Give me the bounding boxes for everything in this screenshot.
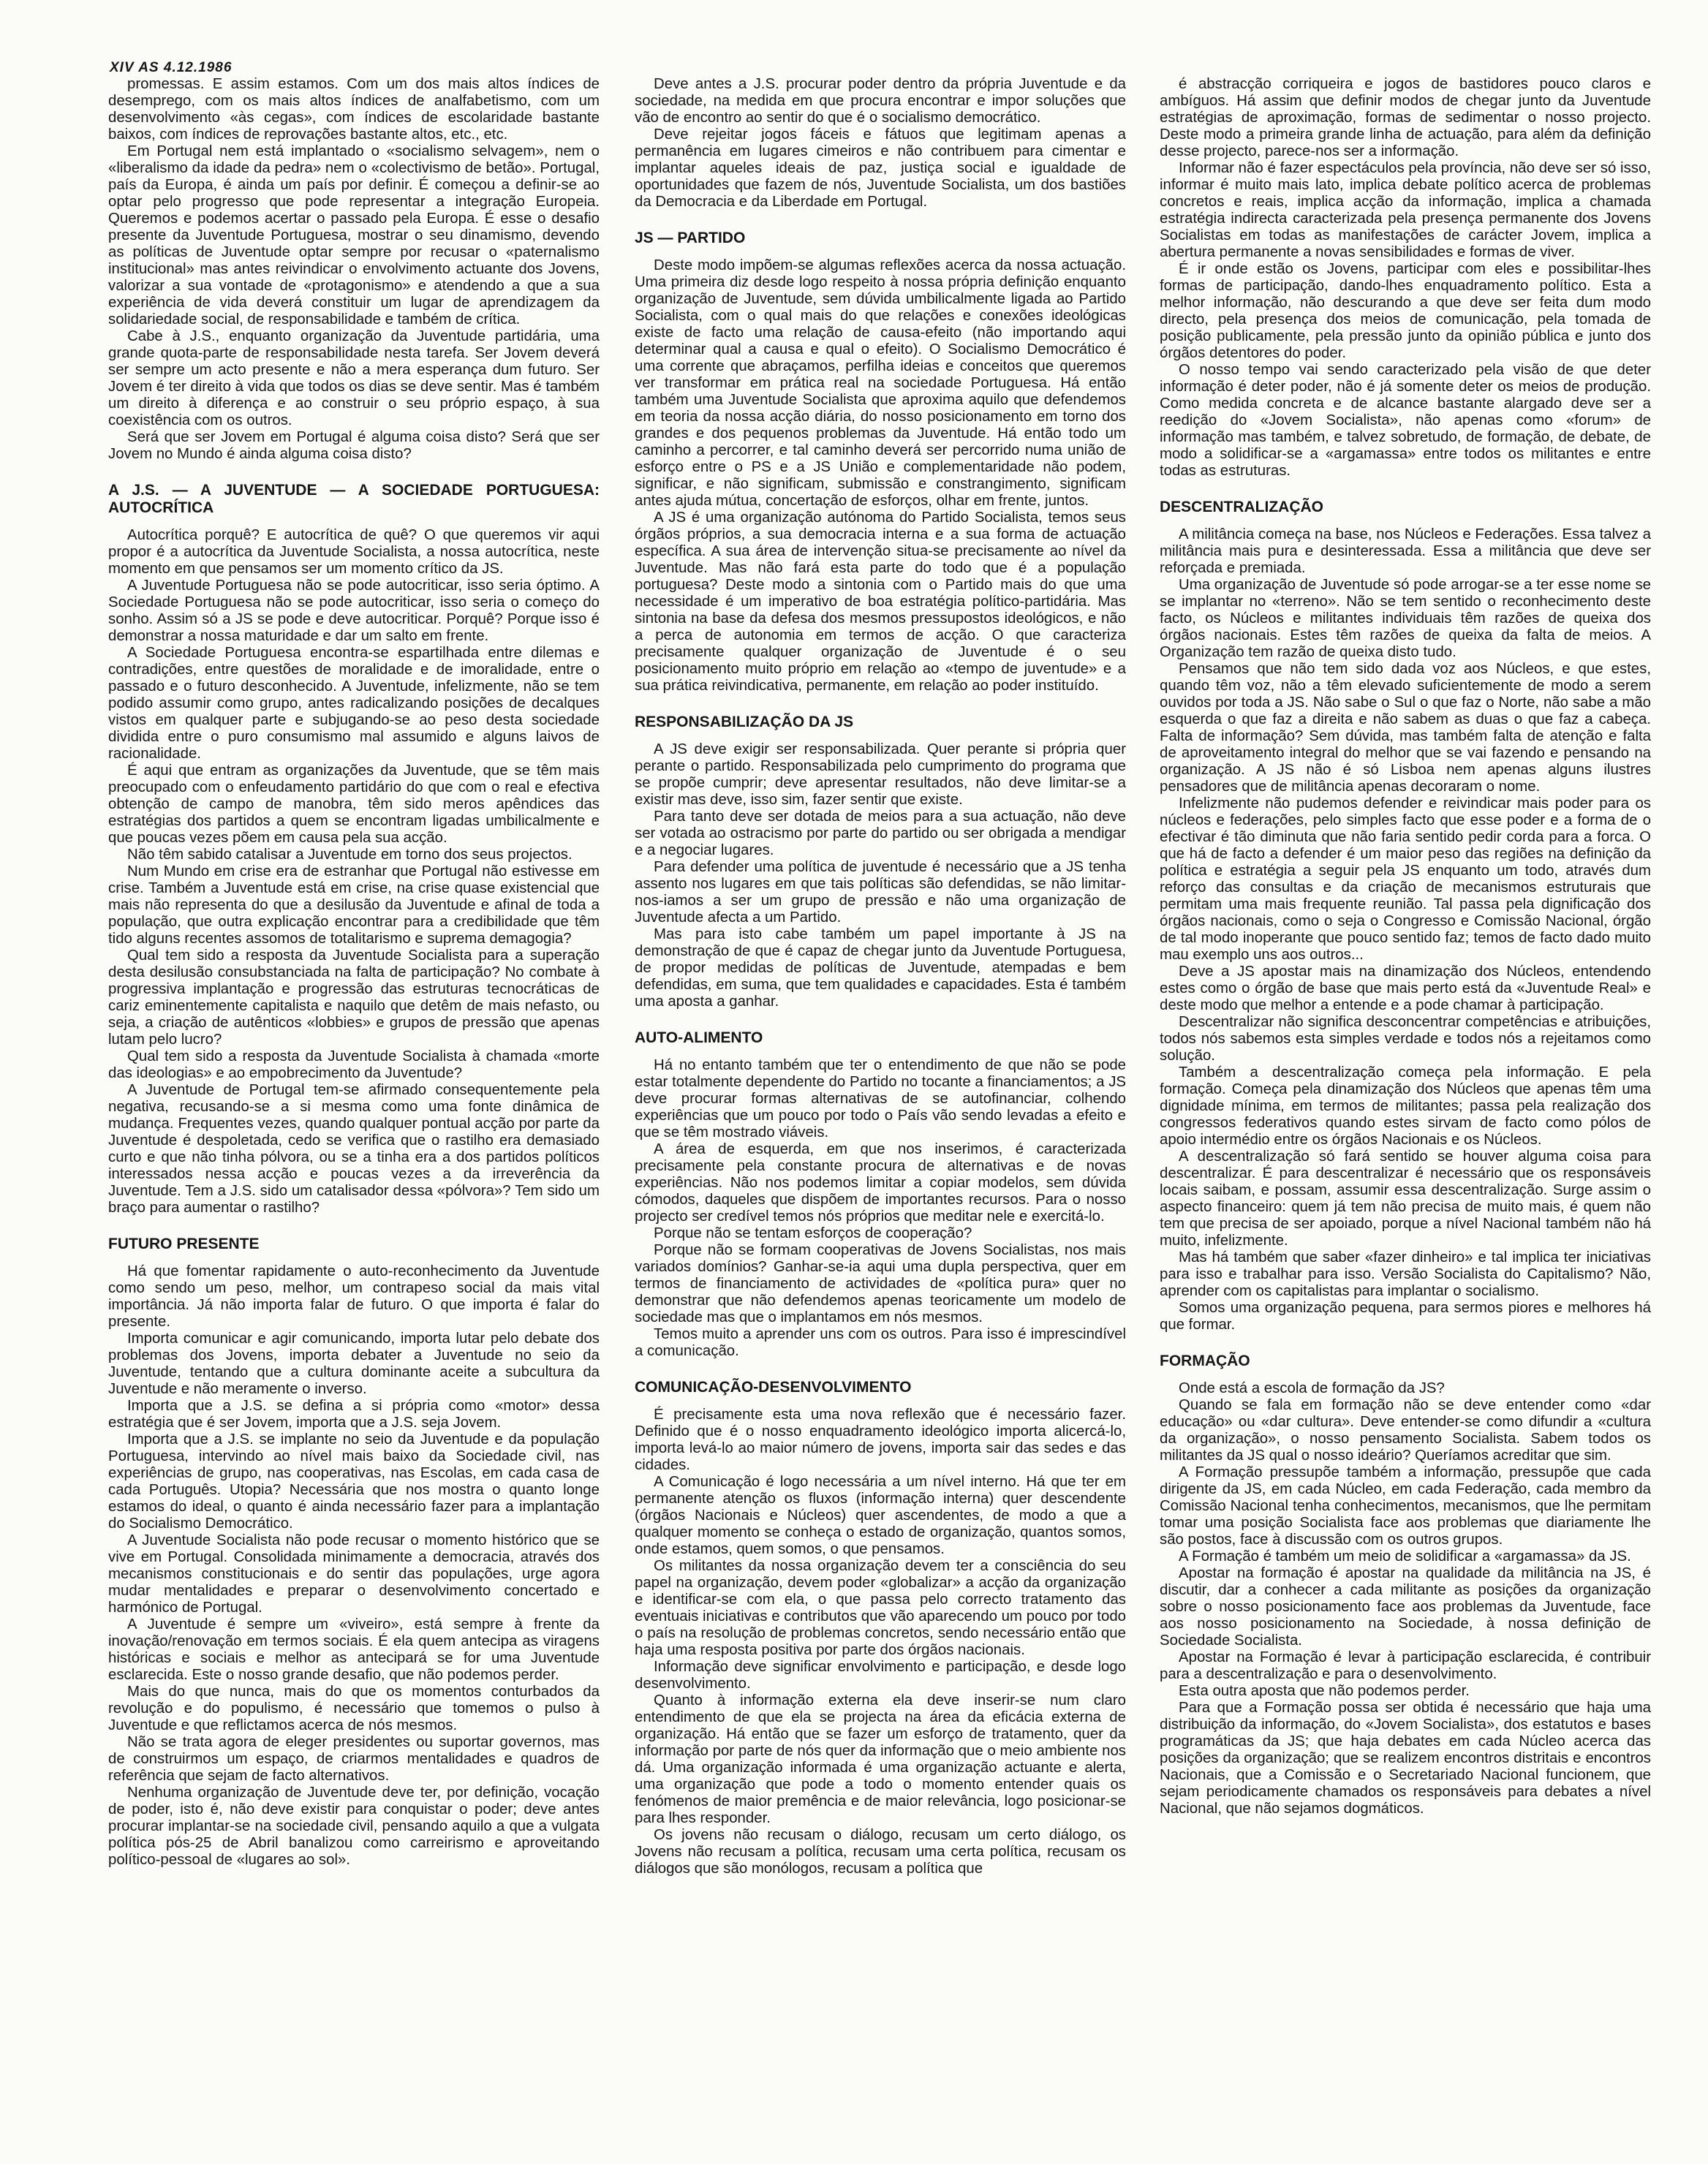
body-paragraph: Cabe à J.S., enquanto organização da Juventude partidária, uma grande quota-parte de responsabilidade nesta tarefa. Ser Jovem deverá ser sempre um acto presente e não a mera esperança dum futuro. Ser Jovem é ter direito à vida que todos os dias se deve sentir. Mas é também um direito à diferença e ao construir o seu próprio espaço, à sua coexistência com os outros. — [108, 328, 600, 428]
body-paragraph: A Juventude é sempre um «viveiro», está sempre à frente da inovação/renovação em termos sociais. É ela quem antecipa as viragens históricas e sociais e melhor as antecipará se for uma Juventude esclarecida. Este o nosso grande desafio, que não podemos perder. — [108, 1616, 600, 1683]
body-paragraph: A Juventude Socialista não pode recusar o momento histórico que se vive em Portugal. Consolidada minimamente a democracia, através dos mecanismos constitucionais e do sentir das populações, urge agora mudar mentalidades e preparar o desenvolvimento concertado e harmónico de Portugal. — [108, 1532, 600, 1616]
body-paragraph: A Juventude Portuguesa não se pode autocriticar, isso seria óptimo. A Sociedade Portuguesa não se pode autocriticar, isso seria o começo do sonho. Assim só a JS se pode e deve autocriticar. Porquê? Porque isso é demonstrar a nossa maturidade e dar um salto em frente. — [108, 578, 600, 644]
section-heading: DESCENTRALIZAÇÃO — [1160, 499, 1323, 515]
body-paragraph: Qual tem sido a resposta da Juventude Socialista à chamada «morte das ideologias» e ao empobrecimento da Juventude? — [108, 1048, 600, 1081]
body-paragraph: A Juventude de Portugal tem-se afirmado consequentemente pela negativa, recusando-se a si mesma como uma fonte dinâmica de mudança. Frequentes vezes, quando qualquer pontual acção por parte da Juventude é despoletada, cedo se verifica que o rastilho era demasiado curto e que não tinha pólvora, ou se a tinha era a dos partidos políticos interessados nessa acção e poucas vezes a da irreverência da Juventude. Tem a J.S. sido um catalisador dessa «pólvora»? Tem sido um braço para aumentar o rastilho? — [108, 1082, 600, 1216]
body-paragraph: Temos muito a aprender uns com os outros. Para isso é imprescindível a comunicação. — [635, 1326, 1126, 1359]
body-paragraph: Há que fomentar rapidamente o auto-reconhecimento da Juventude como sendo um peso, melhor, um contrapeso social da mais vital importância. Já não importa falar de futuro. O que importa é falar do presente. — [108, 1263, 600, 1330]
body-paragraph: Mas há também que saber «fazer dinheiro» e tal implica ter iniciativas para isso e trabalhar para isso. Versão Socialista do Capitalismo? Não, aprender com os capitalistas para implantar o socialismo. — [1160, 1249, 1651, 1299]
body-paragraph: A área de esquerda, em que nos inserimos, é caracterizada precisamente pela constante procura de alternativas e de novas experiências. Não nos podemos limitar a copiar modelos, sem dúvida cómodos, daqueles que dispõem de importantes recursos. Para o nosso projecto ser credível temos nós próprios que meditar nele e exercitá-lo. — [635, 1141, 1126, 1225]
body-paragraph: Importa comunicar e agir comunicando, importa lutar pelo debate dos problemas dos Jovens, importa debater a Juventude no seio da Juventude, tentando que a cultura dominante aceite a subcultura da Juventude e não meramente o inverso. — [108, 1331, 600, 1397]
body-paragraph: Infelizmente não pudemos defender e reivindicar mais poder para os núcleos e federações, pelo simples facto que esse poder e a forma de o efectivar é tão diminuta que não faria sentido pedir corda para a forca. O que há de facto a defender é um maior peso das regiões na definição da política e estratégia a seguir pela JS enquanto um todo, através dum reforço das consultas e da criação de mecanismos estruturais que permitam uma mais frequente reunião. Tal passa pela dignificação dos órgãos nacionais, como o seja o Congresso e Comissão Nacional, órgão de tal modo inoperante que pouco sentido faz; temos de facto dado muito mau exemplo uns aos outros... — [1160, 795, 1651, 963]
body-paragraph: Não se trata agora de eleger presidentes ou suportar governos, mas de construirmos um espaço, de criarmos mentalidades e quadros de referência que sejam de facto alternativos. — [108, 1734, 600, 1784]
body-paragraph: Mas para isto cabe também um papel importante à JS na demonstração de que é capaz de chegar junto da Juventude Portuguesa, de propor medidas de políticas de Juventude, atempadas e bem defendidas, em suma, que tem qualidades e capacidades. Esta é também uma aposta a ganhar. — [635, 926, 1126, 1010]
body-paragraph: Importa que a J.S. se defina a si própria como «motor» dessa estratégia que é ser Jovem, importa que a J.S. seja Jovem. — [108, 1398, 600, 1431]
section-heading: AUTO-ALIMENTO — [635, 1029, 763, 1046]
page-dateline: XIV AS 4.12.1986 — [110, 60, 233, 75]
body-paragraph: A descentralização só fará sentido se houver alguma coisa para descentralizar. É para descentralizar é necessário que os responsáveis locais saibam, e possam, assumir essa descentralização. Surge assim o aspecto financeiro: quem já tem não precisa de muito mais, é quem não tem que precisa de ser apoiado, porque a nível Nacional também não há muito, infelizmente. — [1160, 1149, 1651, 1249]
body-paragraph: Porque não se tentam esforços de cooperação? — [654, 1225, 972, 1241]
body-paragraph: Onde está a escola de formação da JS? — [1179, 1380, 1445, 1396]
article-column-3 — [1160, 76, 1651, 1817]
body-paragraph: É aqui que entram as organizações da Juventude, que se têm mais preocupado com o enfeudamento partidário do que com o real e efectiva obtenção de campo de manobra, têm sido meros apêndices das estratégias dos partidos a quem se encontram ligadas umbilicalmente e que poucas vezes põem em causa pela sua acção. — [108, 763, 600, 846]
article-column-1 — [108, 76, 600, 1869]
body-paragraph: É precisamente esta uma nova reflexão que é necessário fazer. Definido que é o nosso enquadramento ideológico importa alicercá-lo, importa levá-lo ao maior número de jovens, importa sair das sedes e das cidades. — [635, 1407, 1126, 1473]
body-paragraph: Deve antes a J.S. procurar poder dentro da própria Juventude e da sociedade, na medida em que procura encontrar e impor soluções que vão de encontro ao sentir do que é o socialismo democrático. — [635, 76, 1126, 126]
body-paragraph: Quando se fala em formação não se deve entender como «dar educação» ou «dar cultura». Deve entender-se como difundir a «cultura da organização», o nosso pensamento Socialista. Sabem todos os militantes da JS qual o nosso ideário? Queríamos acreditar que sim. — [1160, 1397, 1651, 1464]
body-paragraph: A Formação pressupõe também a informação, pressupõe que cada dirigente da JS, em cada Núcleo, em cada Federação, cada membro da Comissão Nacional tenha conhecimentos, mecanismos, que lhe permitam tomar uma posição Socialista face aos problemas que diariamente lhe são postos, face à discussão com os outros grupos. — [1160, 1464, 1651, 1548]
body-paragraph: O nosso tempo vai sendo caracterizado pela visão de que deter informação é deter poder, não é já somente deter os meios de produção. Como medida concreta e de alcance bastante alargado deve ser a reedição do «Jovem Socialista», não apenas como «forum» de informação mas também, e talvez sobretudo, de formação, de debate, de modo a solidificar-se a «argamassa» entre todos os militantes e entre todas as estruturas. — [1160, 362, 1651, 479]
body-paragraph: Apostar na formação é apostar na qualidade da militância na JS, é discutir, dar a conhecer a cada militante as posições da organização sobre o nosso posicionamento face aos problemas da Juventude, face aos nosso posicionamento na Sociedade, à nossa definição de Sociedade Socialista. — [1160, 1565, 1651, 1649]
body-paragraph: é abstracção corriqueira e jogos de bastidores pouco claros e ambíguos. Há assim que definir modos de chegar junto da Juventude estratégias de aproximação, formas de sedimentar o nosso projecto. Deste modo a primeira grande linha de actuação, para além da definição desse projecto, parece-nos ser a informação. — [1160, 76, 1651, 159]
body-paragraph: Apostar na Formação é levar à participação esclarecida, é contribuir para a descentralização e para o desenvolvimento. — [1160, 1649, 1651, 1682]
body-paragraph: Deve a JS apostar mais na dinamização dos Núcleos, entendendo estes como o órgão de base que mais perto está da «Juventude Real» e deste modo que melhor a entende e a pode chamar à participação. — [1160, 964, 1651, 1013]
section-heading: JS — PARTIDO — [635, 230, 746, 246]
body-paragraph: promessas. E assim estamos. Com um dos mais altos índices de desemprego, com os mais altos índices de analfabetismo, com um desenvolvimento «às cegas», com índices de escolaridade bastante baixos, com índices de reprovações bastante altos, etc., etc. — [108, 76, 600, 143]
body-paragraph: Pensamos que não tem sido dada voz aos Núcleos, e que estes, quando têm voz, não a têm elevado suficientemente de modo a serem ouvidos por toda a JS. Não sabe o Sul o que faz o Norte, não sabe a mão esquerda o que faz a direita e não sabem as duas o que faz a cabeça. Falta de informação? Sem dúvida, mas também falta de atenção e falta de aproveitamento integral do melhor que se vai fazendo e pensando na organização. A JS não é só Lisboa nem apenas alguns ilustres pensadores que de militância apenas decoraram o nome. — [1160, 661, 1651, 795]
body-paragraph: A militância começa na base, nos Núcleos e Federações. Essa talvez a militância mais pura e desinteressada. Essa a militância que deve ser reforçada e premiada. — [1160, 526, 1651, 576]
body-paragraph: Para que a Formação possa ser obtida é necessário que haja uma distribuição da informação, do «Jovem Socialista», dos estatutos e bases programáticas da JS; que haja debates em cada Núcleo acerca das posições da organização; que se realizem encontros distritais e encontros Nacionais, que a Comissão e o Secretariado Nacional funcionem, que sejam periodicamente chamados os responsáveis para debates a nível Nacional, que não sejamos dogmáticos. — [1160, 1700, 1651, 1817]
body-paragraph: Os jovens não recusam o diálogo, recusam um certo diálogo, os Jovens não recusam a política, recusam uma certa política, recusam os diálogos que são monólogos, recusam a política que — [635, 1827, 1126, 1877]
body-paragraph: Não têm sabido catalisar a Juventude em torno dos seus projectos. — [127, 847, 573, 863]
section-heading: RESPONSABILIZAÇÃO DA JS — [635, 714, 854, 730]
body-paragraph: Para defender uma política de juventude é necessário que a JS tenha assento nos lugares em que tais políticas são defendidas, se não limitar-nos-iamos a ser um grupo de pressão e não uma organização de Juventude afecta a um Partido. — [635, 859, 1126, 926]
body-paragraph: Informar não é fazer espectáculos pela província, não deve ser só isso, informar é muito mais lato, implica debate político acerca de problemas concretos e reais, implica acção da informação, implica a chamada estratégia indirecta caracterizada pela presença permanente dos Jovens Socialistas em todas as manifestações de carácter Jovem, implica a abertura permanente a novas sensibilidades e formas de viver. — [1160, 160, 1651, 260]
section-heading: FUTURO PRESENTE — [108, 1236, 260, 1252]
body-paragraph: Importa que a J.S. se implante no seio da Juventude e da população Portuguesa, intervindo ao nível mais baixo da Sociedade civil, nas experiências de grupo, nas cooperativas, nas Escolas, em cada casa de cada Português. Utopia? Necessária que nos mostra o quanto longe estamos do ideal, o quanto é ainda necessário fazer para a implantação do Socialismo Democrático. — [108, 1431, 600, 1532]
body-paragraph: Esta outra aposta que não podemos perder. — [1179, 1683, 1470, 1699]
body-paragraph: Também a descentralização começa pela informação. E pela formação. Começa pela dinamização dos Núcleos que apenas têm uma dignidade mínima, em termos de militantes; passa pela realização dos congressos federativos quando estes sirvam de facto como pólos de apoio intermédio entre os órgãos Nacionais e os Núcleos. — [1160, 1064, 1651, 1148]
body-paragraph: Deve rejeitar jogos fáceis e fátuos que legitimam apenas a permanência em lugares cimeiros e não contribuem para cimentar e implantar aqueles ideais de paz, justiça social e igualdade de oportunidades que fazem de nós, Juventude Socialista, um dos bastiões da Democracia e da Liberdade em Portugal. — [635, 126, 1126, 210]
body-paragraph: Porque não se formam cooperativas de Jovens Socialistas, nos mais variados domínios? Ganhar-se-ia aqui uma dupla perspectiva, quer em termos de financiamento de actividades de «política pura» quer no demonstrar que não defendemos apenas teoricamente um modelo de sociedade mas que o implantamos em nós mesmos. — [635, 1242, 1126, 1325]
body-paragraph: Uma organização de Juventude só pode arrogar-se a ter esse nome se se implantar no «terreno». Não se tem sentido o reconhecimento deste facto, os Núcleos e militantes individuais têm razões de queixa dos órgãos nacionais. Estes têm razões de queixa da falta de meios. A Organização tem razão de queixa disto tudo. — [1160, 577, 1651, 660]
body-paragraph: Descentralizar não significa desconcentrar competências e atribuições, todos nós sabemos esta simples verdade e todos nós a rejeitamos como solução. — [1160, 1014, 1651, 1064]
body-paragraph: Mais do que nunca, mais do que os momentos conturbados da revolução e do populismo, é necessário que tomemos o pulso à Juventude e que reflictamos acerca de nós mesmos. — [108, 1684, 600, 1733]
body-paragraph: Deste modo impõem-se algumas reflexões acerca da nossa actuação. Uma primeira diz desde logo respeito à nossa própria definição enquanto organização de Juventude, sem dúvida umbilicalmente ligada ao Partido Socialista, com o qual mais do que relações e conexões ideológicas existe de facto uma relação de causa-efeito (não importando aqui determinar qual a causa e qual o efeito). O Socialismo Democrático é uma corrente que abraçamos, perfilha ideias e conceitos que queremos ver transformar em prática real na sociedade Portuguesa. Há então também uma Juventude Socialista que aproxima aquilo que defendemos em teoria da nossa acção diária, do nosso posicionamento em torno dos grandes e dos pequenos problemas da Juventude. Há então todo um caminho a percorrer, e tal caminho deverá ser percorrido numa união de esforço entre o PS e a JS União e complementaridade não podem, significar, e não significam, submissão e constrangimento, significam antes ajuda mútua, concertação de esforços, olhar em frente, juntos. — [635, 257, 1126, 509]
body-paragraph: Somos uma organização pequena, para sermos piores e melhores há que formar. — [1160, 1300, 1651, 1333]
body-paragraph: Em Portugal nem está implantado o «socialismo selvagem», nem o «liberalismo da idade da pedra» nem o «colectivismo de betão». Portugal, país da Europa, é ainda um país por definir. É começou a definir-se ao optar pelo progresso que pode representar a integração Europeia. Queremos e podemos acertar o passado pela Europa. É esse o desafio presente da Juventude Portuguesa, mostrar o seu dinamismo, devendo as políticas de Juventude optar sempre por recusar o «paternalismo institucional» mas antes reivindicar o envolvimento actuante dos Jovens, valorizar a sua vontade de «protagonismo» e atendendo a que a sua experiência de vida deverá constituir um lugar de aprendizagem da solidariedade social, de responsabilidade e também de crítica. — [108, 143, 600, 328]
section-heading: FORMAÇÃO — [1160, 1352, 1250, 1369]
body-paragraph: Autocrítica porquê? E autocrítica de quê? O que queremos vir aqui propor é a autocrítica da Juventude Socialista, a nossa autocrítica, neste momento em que pensamos ser um momento crítico da JS. — [108, 527, 600, 577]
body-paragraph: Os militantes da nossa organização devem ter a consciência do seu papel na organização, devem poder «globalizar» a acção da organização e identificar-se com ela, o que passa pelo correcto tratamento das eventuais iniciativas e contributos que vão aparecendo um pouco por todo o país na resolução de problemas concretos, sendo necessário então que haja uma resposta positiva por parte dos órgãos nacionais. — [635, 1558, 1126, 1658]
body-paragraph: A JS é uma organização autónoma do Partido Socialista, temos seus órgãos próprios, a sua democracia interna e a sua forma de actuação específica. A sua área de intervenção situa-se precisamente ao nível da Juventude. Mas não fará esta parte do todo que é a população portuguesa? Deste modo a sintonia com o Partido mais do que uma necessidade é um imperativo de boa estratégia político-partidária. Mas sintonia na base da defesa dos mesmos pressupostos ideológicos, e não a perca de autonomia em termos de acção. O que caracteriza precisamente qualquer organização de Juventude é o seu posicionamento muito próprio em relação ao «tempo de juventude» e a sua prática reivindicativa, permanente, em relação ao poder instituído. — [635, 510, 1126, 694]
section-heading: COMUNICAÇÃO-DESENVOLVIMENTO — [635, 1379, 912, 1396]
body-paragraph: Num Mundo em crise era de estranhar que Portugal não estivesse em crise. Também a Juventude está em crise, na crise quase existencial que mais não representa do que a desilusão da Juventude e afinal de toda a população, que outra explicação encontrar para a credibilidade que têm tido alguns recentes assomos de totalitarismo e suprema demagogia? — [108, 863, 600, 947]
section-heading: A J.S. — A JUVENTUDE — A SOCIEDADE PORTUGUESA: AUTOCRÍTICA — [108, 482, 600, 516]
body-paragraph: A JS deve exigir ser responsabilizada. Quer perante si própria quer perante o partido. Responsabilizada pelo cumprimento do programa que se propõe cumprir; deve apresentar resultados, não deve limitar-se a existir mas deve, isso sim, fazer sentir que existe. — [635, 741, 1126, 808]
body-paragraph: Há no entanto também que ter o entendimento de que não se pode estar totalmente dependente do Partido no tocante a financiamentos; a JS deve procurar formas alternativas de se autofinanciar, colhendo experiências que um pouco por todo o País vão sendo levadas a efeito e que se têm mostrado viáveis. — [635, 1057, 1126, 1140]
body-paragraph: A Sociedade Portuguesa encontra-se espartilhada entre dilemas e contradições, entre questões de moralidade e de imoralidade, entre o passado e o futuro desconhecido. A Juventude, infelizmente, não se tem podido assumir como grupo, antes radicalizando posições de decalques vistos em qualquer parte e subjugando-se ao peso desta sociedade dividida entre o puro consumismo mal assumido e alguns laivos de racionalidade. — [108, 645, 600, 762]
body-paragraph: É ir onde estão os Jovens, participar com eles e possibilitar-lhes formas de participação, dando-lhes enquadramento político. Esta a melhor informação, não descurando a que deve ser feita dum modo directo, pela presença dos meios de comunicação, pela tomada de posição publicamente, pela pressão junto da opinião pública e junto dos órgãos detentores do poder. — [1160, 261, 1651, 361]
body-paragraph: Nenhuma organização de Juventude deve ter, por definição, vocação de poder, isto é, não deve existir para conquistar o poder; deve antes procurar implantar-se na sociedade civil, pensando aquilo a que a vulgata política pós-25 de Abril banalizou como carreirismo e aproveitando político-pessoal de «lugares ao sol». — [108, 1785, 600, 1868]
body-paragraph: Será que ser Jovem em Portugal é alguma coisa disto? Será que ser Jovem no Mundo é ainda alguma coisa disto? — [108, 429, 600, 462]
body-paragraph: A Formação é também um meio de solidificar a «argamassa» da JS. — [1179, 1548, 1631, 1565]
body-paragraph: Qual tem sido a resposta da Juventude Socialista para a superação desta desilusão consubstanciada na falta de participação? No combate à progressiva implantação e progressão das estruturas tecnocráticas de cariz eminentemente capitalista e naquilo que detêm de mais nefasto, ou seja, a criação de autênticos «lobbies» e grupos de pressão que apenas lutam pelo lucro? — [108, 947, 600, 1048]
article-column-2 — [635, 76, 1126, 1877]
body-paragraph: Para tanto deve ser dotada de meios para a sua actuação, não deve ser votada ao ostracismo por parte do partido ou ser obrigada a mendigar e a negociar lugares. — [635, 809, 1126, 858]
body-paragraph: Informação deve significar envolvimento e participação, e desde logo desenvolvimento. — [635, 1659, 1126, 1692]
body-paragraph: Quanto à informação externa ela deve inserir-se num claro entendimento de que ela se projecta na área da eficácia externa de organização. Há então que se fazer um esforço de tratamento, quer da informação por parte de nós quer da informação que o meio ambiente nos dá. Uma organização informada é uma organização actuante e alerta, uma organização que pode a todo o momento entender quais os fenómenos de maior premência e de maior relevância, logo posicionar-se para lhes responder. — [635, 1692, 1126, 1826]
body-paragraph: A Comunicação é logo necessária a um nível interno. Há que ter em permanente atenção os fluxos (informação interna) quer descendente (órgãos Nacionais e Núcleos) quer ascendentes, de modo a que a qualquer momento se conheça o estado de organização, quantos somos, onde estamos, quem somos, o que pensamos. — [635, 1474, 1126, 1557]
